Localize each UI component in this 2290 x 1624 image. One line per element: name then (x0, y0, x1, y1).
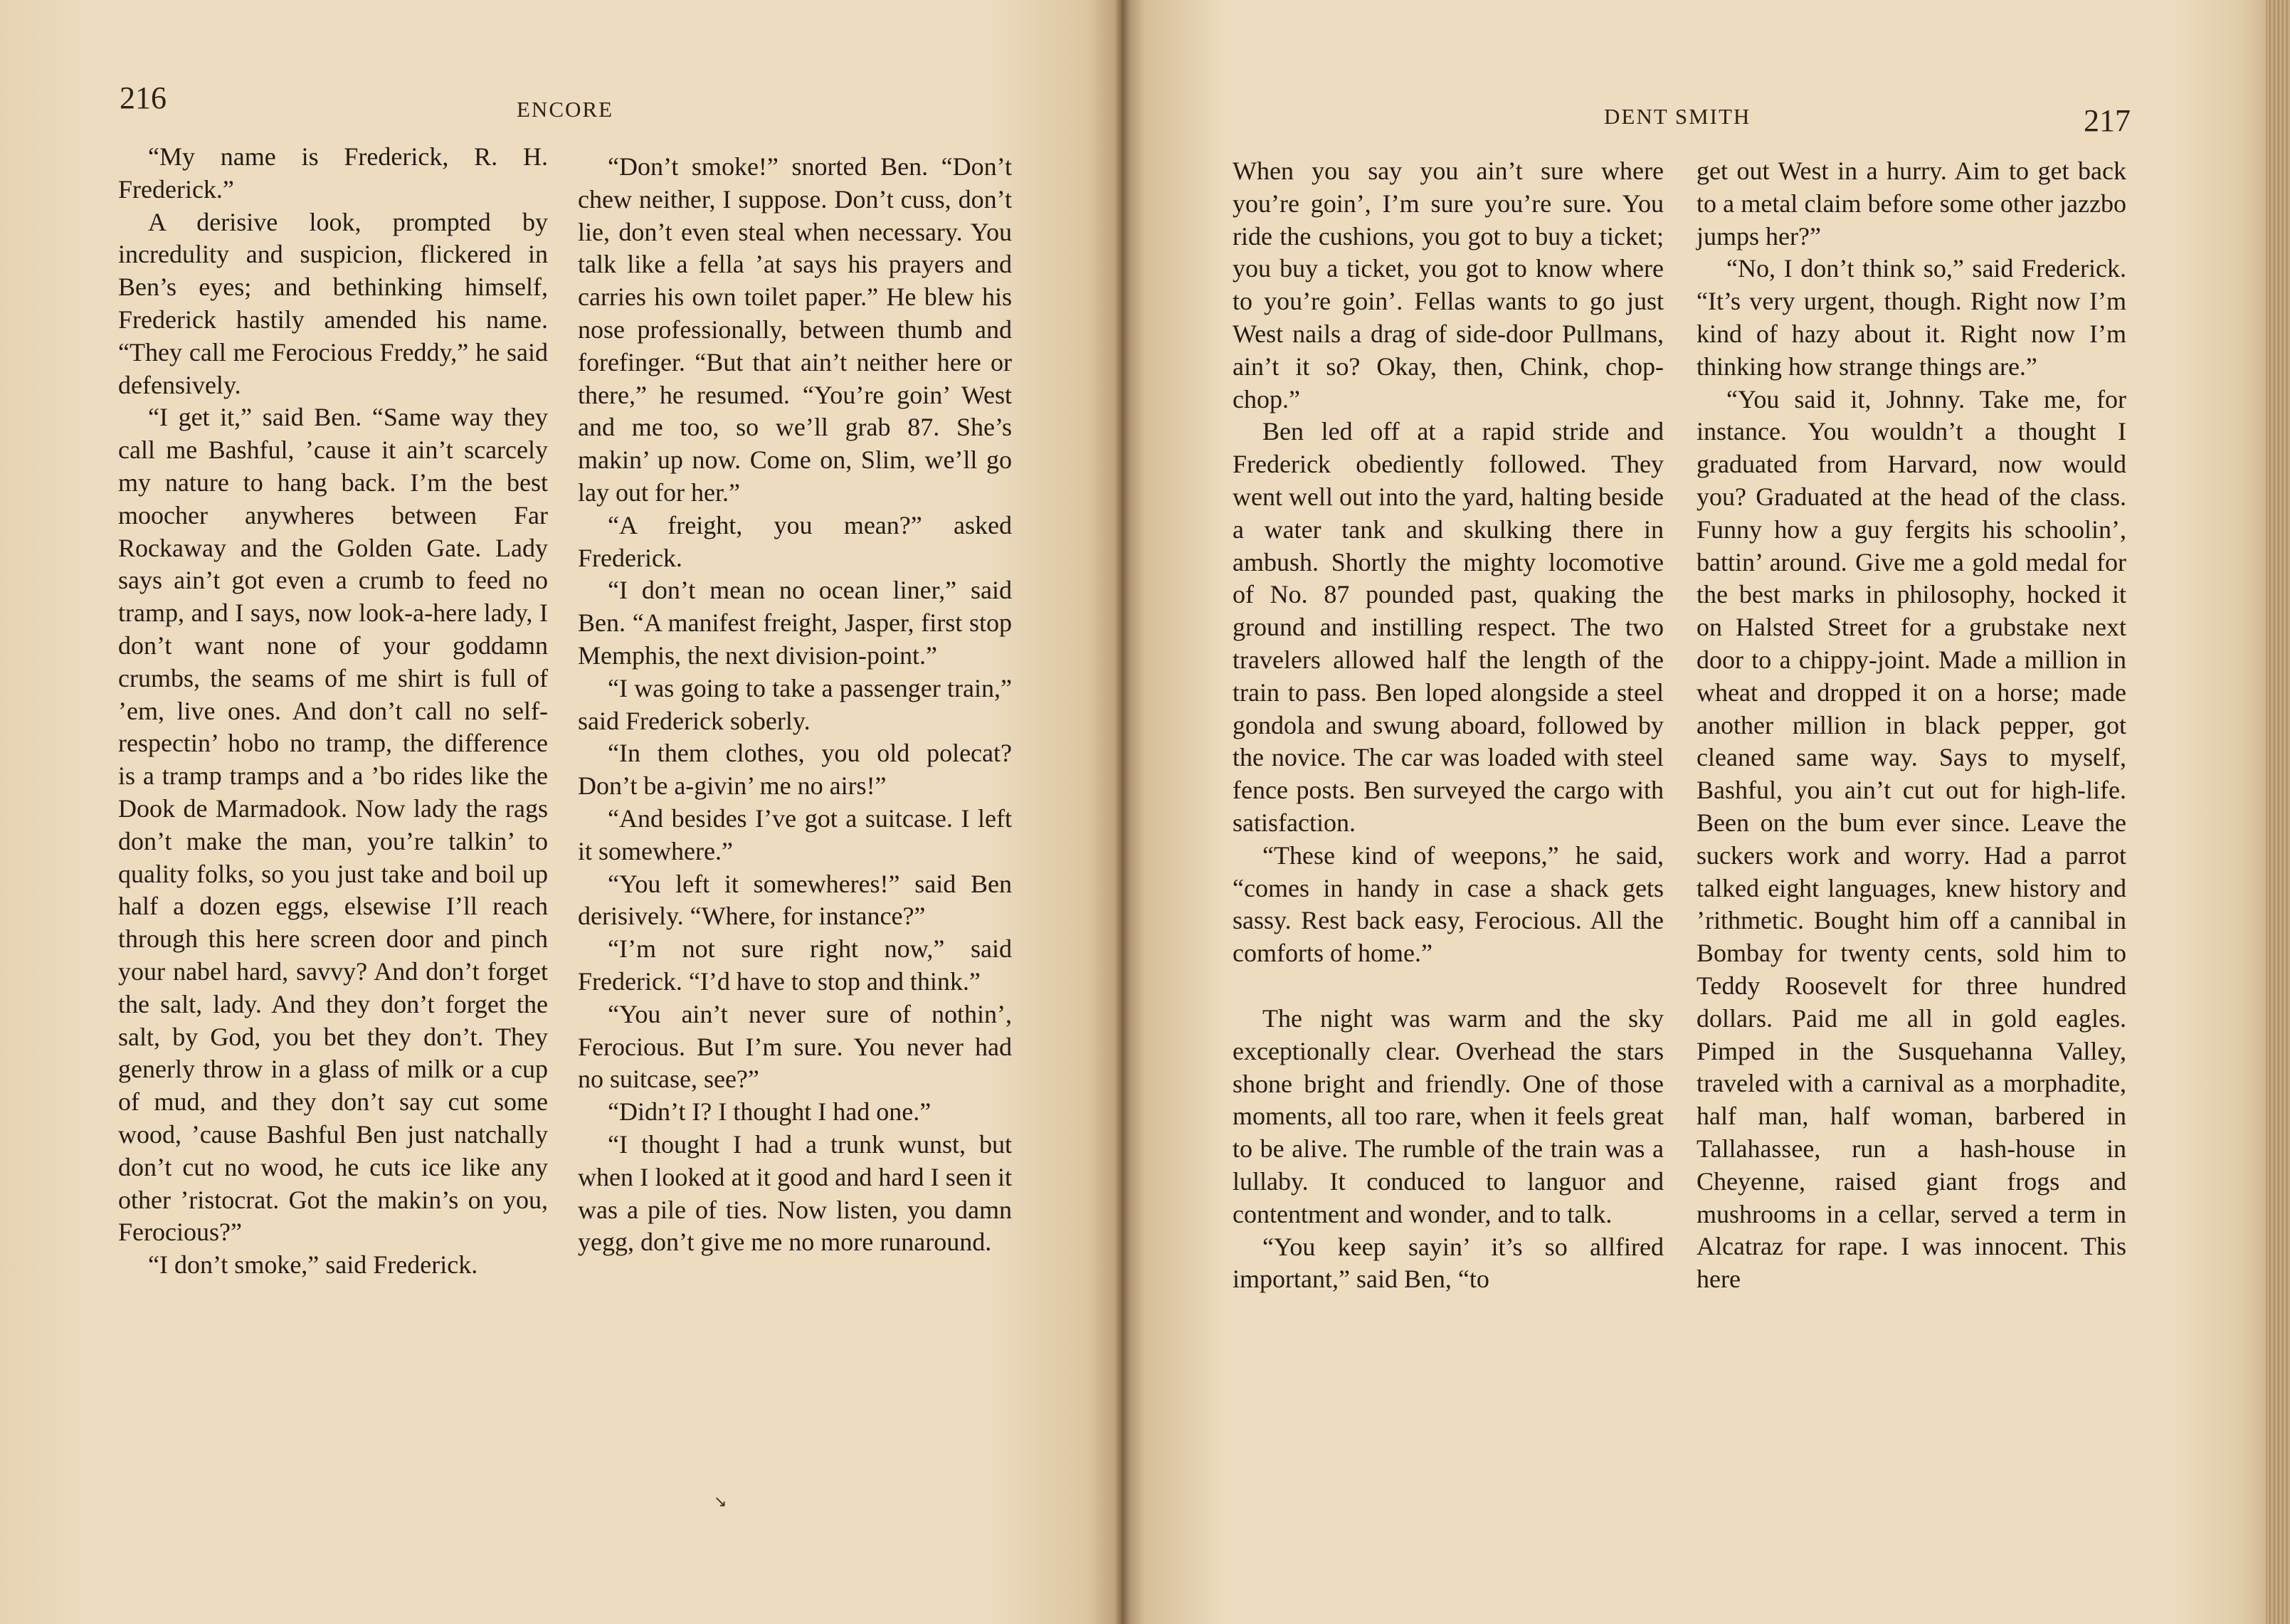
paragraph: “You left it somewheres!” said Ben derisively. “Where, for instance?” (578, 869, 1012, 931)
paragraph: “I get it,” said Ben. “Same way they call me Bashful, ’cause it ain’t scarcely my nature to hang back. I’m the best moocher anywheres between Far Rockaway and the Golden Gate. Lady says ain’t got even a crumb to feed no tramp, and I says, now look-a-here lady, I don’t want none of your goddamn crumbs, the seams of me shirt is full of ’em, live ones. And don’t call no self-respectin’ hobo no tramp, the difference is a tramp tramps and a ’bo rides like the Dook de Marmadook. Now lady the rags don’t make the man, you’re talkin’ to quality folks, so you just take and boil up half a dozen eggs, elsewise I’ll reach through this here screen door and pinch your nabel hard, savvy? And don’t forget the salt, lady. And they don’t forget the salt, by God, you bet they don’t. They generly throw in a glass of milk or a cup of mud, and they don’t say cut some wood, ’cause Bashful Ben just natchally don’t cut no wood, he cuts ice like any other ’ristocrat. Got the makin’s on you, Ferocious?” (118, 403, 548, 1247)
paragraph: “I thought I had a trunk wunst, but when I looked at it good and hard I seen it was a pile of ties. Now listen, you damn yegg, don’t give me no more runaround. (578, 1129, 1012, 1257)
paragraph: “I was going to take a passenger train,” said Frederick soberly. (578, 673, 1012, 735)
left-page-column-2 (578, 151, 1012, 1259)
paragraph: “I’m not sure right now,” said Frederick. “I’d have to stop and think.” (578, 934, 1012, 996)
page-number-left: 216 (120, 80, 167, 115)
left-page (0, 0, 1122, 1624)
paragraph: “You ain’t never sure of nothin’, Ferocious. But I’m sure. You never had no suitcase, see?” (578, 999, 1012, 1094)
paragraph: “My name is Frederick, R. H. Frederick.” (118, 142, 548, 204)
paragraph: Ben led off at a rapid stride and Frederick obediently followed. They went well out into the yard, halting beside a water tank and skulking there in ambush. Shortly the mighty locomotive of No. 87 pounded past, quaking the ground and instilling respect. The two travelers allowed half the length of the train to pass. Ben loped alongside a steel gondola and swung aboard, followed by the novice. The car was loaded with steel fence posts. Ben surveyed the cargo with satisfaction. (1233, 417, 1664, 837)
page-number-right: 217 (2084, 103, 2131, 138)
paragraph: “A freight, you mean?” asked Frederick. (578, 510, 1012, 572)
paragraph: “I don’t smoke,” said Frederick. (148, 1250, 478, 1280)
stray-mark: ↘ (714, 1493, 727, 1511)
paragraph: “Didn’t I? I thought I had one.” (608, 1097, 932, 1127)
paragraph: “In them clothes, you old polecat? Don’t be a-givin’ me no airs!” (578, 739, 1012, 801)
page-fore-edge (2266, 0, 2290, 1624)
paragraph: The night was warm and the sky exceptionally clear. Overhead the stars shone bright and friendly. One of those moments, all too rare, when it feels great to be alive. The rumble of the train was a lullaby. It conduced to languor and contentment and wonder, and to talk. (1233, 1003, 1664, 1228)
paragraph: “You said it, Johnny. Take me, for instance. You wouldn’t a thought I graduated from Harvard, now would you? Graduated at the head of the class. Funny how a guy fergits his schoolin’, battin’ around. Give me a gold medal for the best marks in philosophy, hocked it on Halsted Street for a grubstake next door to a chippy-joint. Made a million in wheat and dropped it on a horse; made another million in black pepper, got cleaned same way. Says to myself, Bashful, you ain’t cut out for high-life. Been on the bum ever since. Leave the suckers work and worry. Had a parrot talked eight languages, knew history and ’rithmetic. Bought him off a cannibal in Bombay for twenty cents, sold him to Teddy Roosevelt for three hundred dollars. Paid me all in gold eagles. Pimped in the Susquehanna Valley, traveled with a carnival as a morphadite, half man, half woman, barbered in Tallahassee, run a hash-house in Cheyenne, raised giant frogs and mushrooms in a cellar, served a term in Alcatraz for rape. I was innocent. This here (1697, 384, 2126, 1294)
paragraph: A derisive look, prompted by incredulity and suspicion, flickered in Ben’s eyes; and bethinking himself, Frederick hastily amended his name. “They call me Ferocious Freddy,” he said defensively. (118, 207, 548, 399)
paragraph: When you say you ain’t sure where you’re goin’, I’m sure you’re sure. You ride the cushions, you got to buy a ticket; you buy a ticket, you got to know where to you’re goin’. Fellas wants to go just West nails a drag of side-door Pullmans, ain’t it so? Okay, then, Chink, chop-chop.” (1233, 157, 1664, 413)
paragraph: “You keep sayin’ it’s so allfired important,” said Ben, “to (1233, 1232, 1664, 1294)
right-page-column-2 (1697, 155, 2126, 1296)
right-page-column-1 (1233, 155, 1664, 1296)
paragraph: “I don’t mean no ocean liner,” said Ben. “A manifest freight, Jasper, first stop Memphis, the next division-point.” (578, 576, 1012, 670)
paragraph: “Don’t smoke!” snorted Ben. “Don’t chew neither, I suppose. Don’t cuss, don’t lie, don’t even steal when necessary. You talk like a fella ’at says his prayers and carries his own toilet paper.” He blew his nose professionally, between thumb and forefinger. “But that ain’t neither here or there,” he resumed. “You’re goin’ West and me too, so we’ll grab 87. She’s makin’ up now. Come on, Slim, we’ll go lay out for her.” (578, 152, 1012, 507)
running-head-left: ENCORE (517, 97, 613, 122)
paragraph: “These kind of weepons,” he said, “comes in handy in case a shack gets sassy. Rest back easy, Ferocious. All the comforts of home.” (1233, 840, 1664, 968)
paragraph: “No, I don’t think so,” said Frederick. “It’s very urgent, though. Right now I’m kind of hazy about it. Right now I’m thinking how strange things are.” (1697, 254, 2126, 381)
paragraph: “And besides I’ve got a suitcase. I left it somewhere.” (578, 803, 1012, 865)
running-head-right: DENT SMITH (1604, 104, 1751, 129)
paragraph: get out West in a hurry. Aim to get back to a metal claim before some other jazzbo jumps her?” (1697, 157, 2126, 251)
left-page-column-1 (118, 141, 548, 1282)
book-gutter (1114, 0, 1130, 1624)
right-page (1122, 0, 2290, 1624)
